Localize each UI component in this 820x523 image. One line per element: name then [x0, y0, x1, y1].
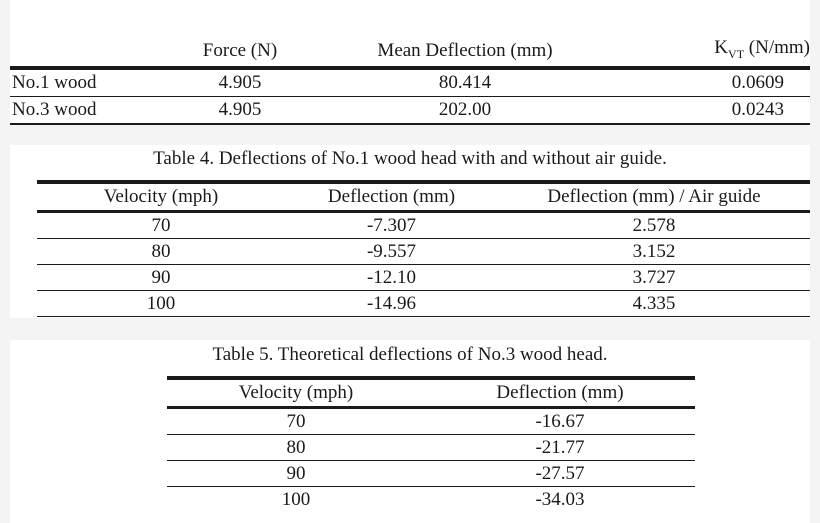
cell-velocity: 90 — [37, 265, 285, 291]
cell-deflection-air-guide: 3.152 — [498, 239, 810, 265]
header-deflection: Deflection (mm) — [285, 182, 498, 212]
cell-deflection-air-guide: 4.335 — [498, 291, 810, 317]
cell-stiffness: 0.0243 — [610, 96, 810, 124]
cell-deflection-air-guide: 3.727 — [498, 265, 810, 291]
cell-deflection: -21.77 — [425, 435, 695, 461]
cell-velocity: 80 — [167, 435, 425, 461]
cell-force: 4.905 — [160, 68, 320, 97]
cell-deflection: -14.96 — [285, 291, 498, 317]
header-deflection: Deflection (mm) — [425, 378, 695, 408]
header-blank — [10, 36, 160, 68]
cell-deflection: -9.557 — [285, 239, 498, 265]
table-row — [167, 461, 695, 487]
cell-velocity: 70 — [167, 408, 425, 435]
cell-deflection: -16.67 — [425, 408, 695, 435]
cell-velocity: 90 — [167, 461, 425, 487]
table5-caption: Table 5. Theoretical deflections of No.3 wood head. — [212, 344, 608, 365]
table-row — [167, 487, 695, 513]
table-header-row — [37, 182, 810, 212]
cell-mean-deflection: 80.414 — [320, 68, 610, 97]
header-mean-deflection: Mean Deflection (mm) — [320, 36, 610, 68]
header-velocity: Velocity (mph) — [37, 182, 285, 212]
cell-velocity: 100 — [37, 291, 285, 317]
header-velocity: Velocity (mph) — [167, 378, 425, 408]
table-row — [37, 239, 810, 265]
table-row — [10, 96, 810, 124]
table-row — [167, 408, 695, 435]
table-row — [37, 291, 810, 317]
deflection-air-guide-table — [37, 180, 810, 317]
cell-deflection: -12.10 — [285, 265, 498, 291]
header-deflection-air-guide: Deflection (mm) / Air guide — [498, 182, 810, 212]
cell-force: 4.905 — [160, 96, 320, 124]
theoretical-deflection-table — [167, 376, 695, 512]
header-stiffness: $K_{VT}$ (N/mm) — [610, 36, 810, 68]
cell-deflection: -27.57 — [425, 461, 695, 487]
cell-velocity: 70 — [37, 212, 285, 239]
cell-deflection: -34.03 — [535, 488, 585, 510]
header-force: Force (N) — [160, 36, 320, 68]
table4-caption: Table 4. Deflections of No.1 wood head with and without air guide. — [153, 148, 667, 169]
table-header-row — [10, 36, 810, 68]
table-row — [37, 265, 810, 291]
table-header-row — [167, 378, 695, 408]
cell-stiffness: 0.0609 — [610, 68, 810, 97]
cell-club: No.3 wood — [10, 96, 160, 124]
cell-deflection-air-guide: 2.578 — [498, 212, 810, 239]
cell-velocity: 80 — [37, 239, 285, 265]
table-row — [37, 212, 810, 239]
cell-mean-deflection: 202.00 — [320, 96, 610, 124]
cell-velocity: 100 — [281, 488, 311, 510]
cell-club: No.1 wood — [10, 68, 160, 97]
table-row — [10, 68, 810, 97]
cell-deflection: -7.307 — [285, 212, 498, 239]
stiffness-table — [10, 36, 810, 125]
table-row — [167, 435, 695, 461]
